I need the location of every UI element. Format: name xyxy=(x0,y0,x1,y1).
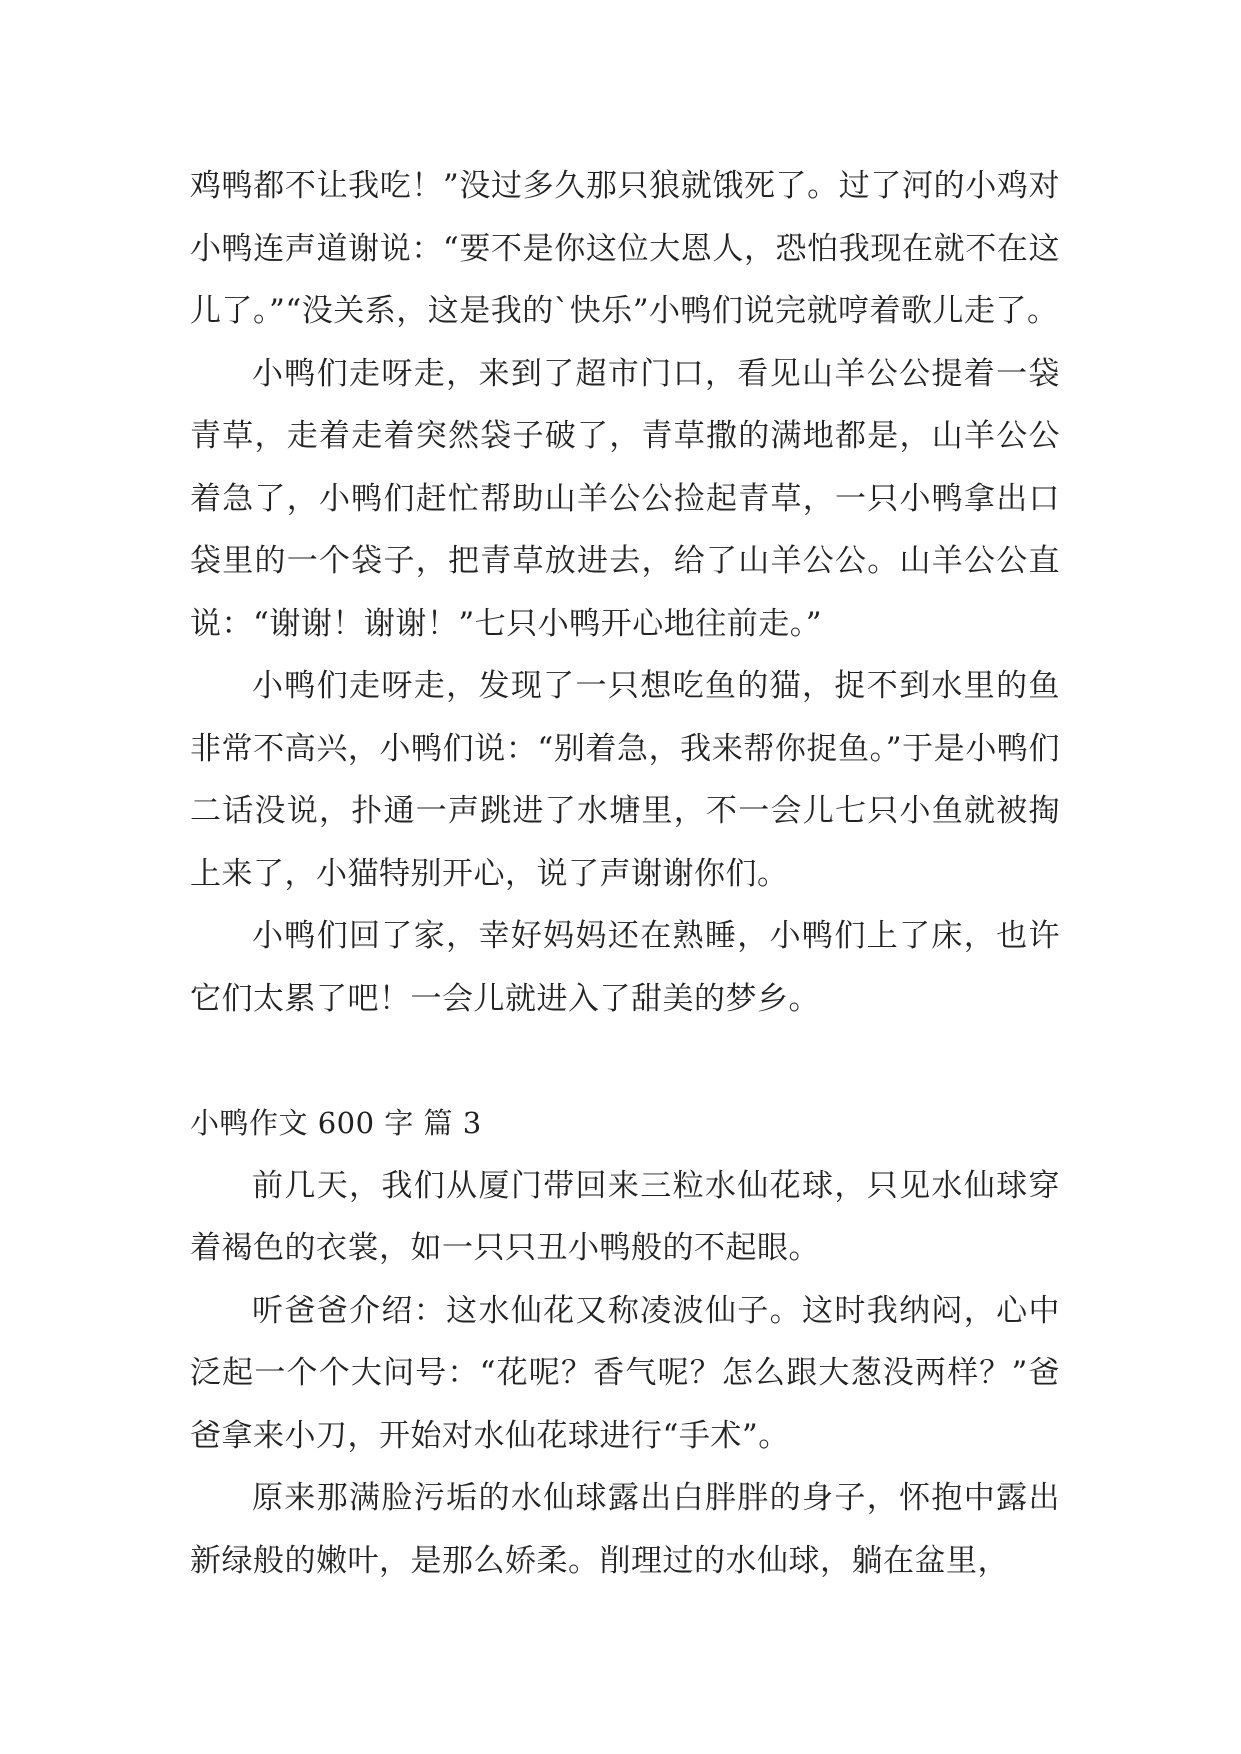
paragraph-narcissus-revealed: 原来那满脸污垢的水仙球露出白胖胖的身子，怀抱中露出新绿般的嫩叶，是那么娇柔。削理过的水仙球，躺在盆里， xyxy=(190,1480,1060,1579)
section-heading: 小鸭作文 600 字 篇 3 xyxy=(190,1106,482,1140)
paragraph-father-intro: 听爸爸介绍：这水仙花又称凌波仙子。这时我纳闷，心中泛起一个个大问号：“花呢？香气呢？怎么跟大葱没两样？”爸爸拿来小刀，开始对水仙花球进行“手术”。 xyxy=(190,1292,1060,1454)
paragraph-continuation: 鸡鸭都不让我吃！”没过多久那只狼就饿死了。过了河的小鸡对小鸭连声道谢说：“要不是你这位大恩人，恐怕我现在就不在这儿了。”“没关系，这是我的`快乐”小鸭们说完就哼着歌儿走了。 xyxy=(190,168,1060,329)
paragraph-cat-story: 小鸭们走呀走，发现了一只想吃鱼的猫，捉不到水里的鱼非常不高兴，小鸭们说：“别着急，我来帮你捉鱼。”于是小鸭们二话没说，扑通一声跳进了水塘里，不一会儿七只小鱼就被掏上来了，小猫特别开心，说了声谢谢你们。 xyxy=(190,668,1060,892)
document-body xyxy=(190,155,1060,1592)
paragraph-goat-story: 小鸭们走呀走，来到了超市门口，看见山羊公公提着一袋青草，走着走着突然袋子破了，青草撒的满地都是，山羊公公着急了，小鸭们赶忙帮助山羊公公捡起青草，一只小鸭拿出口袋里的一个袋子，把青草放进去，给了山羊公公。山羊公公直说：“谢谢！谢谢！”七只小鸭开心地往前走。” xyxy=(190,355,1060,642)
paragraph-ending: 小鸭们回了家，幸好妈妈还在熟睡，小鸭们上了床，也许它们太累了吧！一会儿就进入了甜美的梦乡。 xyxy=(190,918,1060,1017)
paragraph-narcissus-intro: 前几天，我们从厦门带回来三粒水仙花球，只见水仙球穿着褐色的衣裳，如一只只丑小鸭般的不起眼。 xyxy=(190,1167,1060,1266)
